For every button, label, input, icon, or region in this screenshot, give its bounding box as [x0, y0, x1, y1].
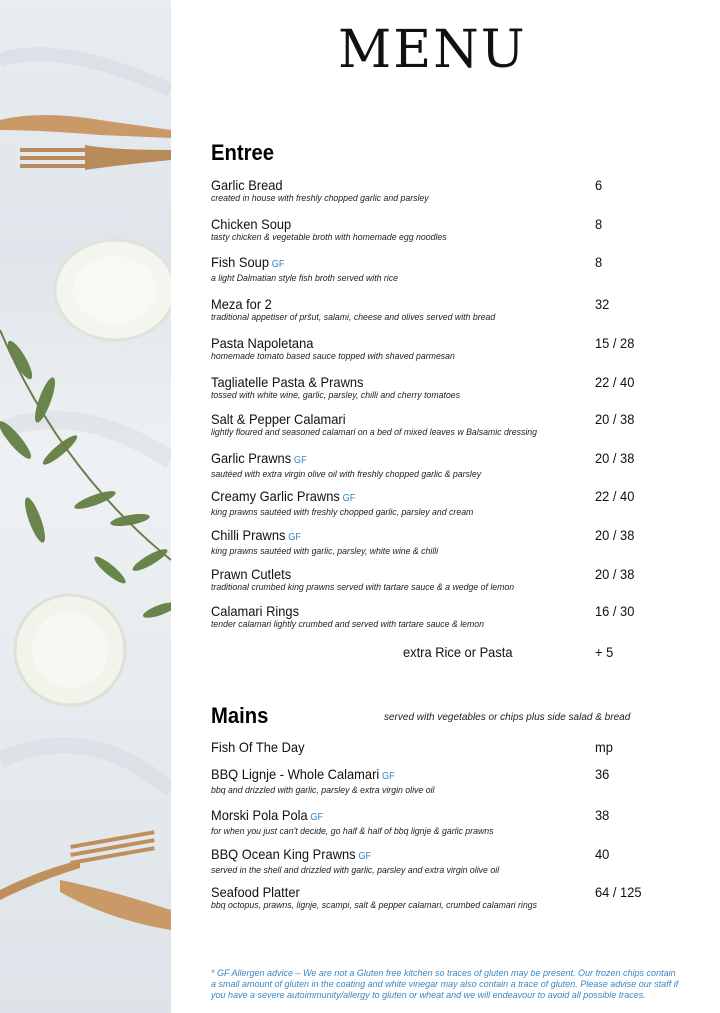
menu-item: [211, 488, 661, 519]
menu-item-name: [211, 374, 625, 390]
menu-item-title: Creamy Garlic Prawns: [211, 488, 340, 504]
gluten-free-badge: GF: [342, 493, 356, 504]
gluten-free-badge: GF: [293, 455, 307, 466]
menu-item: [211, 846, 661, 877]
menu-item-name: [211, 846, 625, 865]
menu-item: [211, 884, 661, 912]
menu-item-title: BBQ Ocean King Prawns: [211, 846, 356, 862]
menu-item-description: lightly floured and seasoned calamari on a bed of mixed leaves w Balsamic dressing: [211, 427, 537, 438]
gluten-free-badge: GF: [288, 532, 301, 543]
menu-item-title: Seafood Platter: [211, 884, 300, 900]
menu-item: [211, 411, 661, 439]
menu-item-description: tender calamari lightly crumbed and served with tartare sauce & lemon: [211, 619, 485, 630]
menu-item-name: [211, 488, 625, 507]
menu-item-price: 8: [595, 254, 603, 270]
menu-item-title: Salt & Pepper Calamari: [211, 411, 346, 427]
entree-heading: Entree: [211, 140, 275, 165]
menu-item-name: [211, 527, 625, 546]
menu-item-title: Calamari Rings: [211, 603, 300, 619]
menu-item-price: 38: [595, 807, 610, 823]
menu-item-price: 20 / 38: [595, 450, 635, 466]
menu-item-description: served in the shell and drizzled with garlic, parsley and extra virgin olive oil: [211, 865, 500, 876]
menu-item-title: Garlic Bread: [211, 177, 283, 193]
menu-item-title: Prawn Cutlets: [211, 566, 292, 582]
menu-item-description: bbq octopus, prawns, lignje, scampi, salt & pepper calamari, crumbed calamari rings: [211, 900, 537, 911]
menu-item-price: 22 / 40: [595, 488, 635, 504]
menu-item-price: 36: [595, 766, 610, 782]
menu-item-title: Tagliatelle Pasta & Prawns: [211, 374, 364, 390]
menu-item-price: 20 / 38: [595, 527, 635, 543]
extra-price: + 5: [595, 644, 614, 660]
menu-item-price: 15 / 28: [595, 335, 635, 351]
menu-item-price: 16 / 30: [595, 603, 635, 619]
menu-item-description: traditional crumbed king prawns served with tartare sauce & a wedge of lemon: [211, 582, 515, 593]
menu-item-description: sautéed with extra virgin olive oil with freshly chopped garlic & parsley: [211, 469, 482, 480]
gold-fork-top: [20, 145, 171, 170]
gluten-free-badge: GF: [271, 259, 285, 270]
menu-item-name: [211, 450, 625, 469]
menu-item-title: Morski Pola Pola: [211, 807, 308, 823]
menu-item: [211, 296, 661, 324]
menu-item-description: bbq and drizzled with garlic, parsley & extra virgin olive oil: [211, 785, 435, 796]
menu-item: [211, 807, 661, 838]
menu-item-name: [211, 766, 625, 785]
allergen-footnote: * GF Allergen advice – We are not a Gluten free kitchen so traces of gluten may be present. Our frozen chips contain a small amount of gluten in the coating and white vinegar may also contain a trace of gluten. Please advise our staff if you have a severe autoimmunity/allergy to gluten or wheat and we will endeavour to avoid all possible traces.: [211, 968, 679, 1000]
menu-item-title: Fish Of The Day: [211, 739, 305, 755]
menu-item-price: 6: [595, 177, 603, 193]
menu-item: [211, 766, 661, 797]
menu-item: [211, 527, 661, 558]
menu-item-description: homemade tomato based sauce topped with shaved parmesan: [211, 351, 455, 362]
menu-item: [211, 177, 661, 205]
menu-item-name: [211, 884, 625, 900]
menu-item-price: 22 / 40: [595, 374, 635, 390]
menu-item-price: 40: [595, 846, 610, 862]
menu-item-name: [211, 566, 625, 582]
menu-item-price: 32: [595, 296, 610, 312]
menu-item-title: Chilli Prawns: [211, 527, 286, 543]
menu-item-description: created in house with freshly chopped garlic and parsley: [211, 193, 429, 204]
menu-item-name: [211, 739, 625, 755]
menu-item-description: king prawns sautéed with garlic, parsley, white wine & chilli: [211, 546, 439, 557]
menu-item-title: Meza for 2: [211, 296, 272, 312]
menu-item: [211, 603, 661, 631]
menu-item: [211, 739, 661, 755]
menu-item-description: king prawns sautéed with freshly chopped garlic, parsley and cream: [211, 507, 474, 518]
table-setting-photo: [0, 0, 171, 1013]
gluten-free-badge: GF: [358, 851, 372, 862]
mains-note: served with vegetables or chips plus side salad & bread: [384, 712, 631, 723]
menu-item-price: 8: [595, 216, 603, 232]
menu-item: [211, 450, 661, 481]
menu-item-price: 20 / 38: [595, 566, 635, 582]
menu-item-price: 64 / 125: [595, 884, 642, 900]
menu-item-name: [211, 603, 625, 619]
menu-item-name: [211, 807, 625, 826]
menu-item: [211, 374, 661, 402]
menu-item: [211, 566, 661, 594]
menu-title: MENU: [338, 20, 527, 80]
menu-item-description: a light Dalmatian style fish broth served with rice: [211, 273, 399, 284]
menu-item-name: [211, 216, 625, 232]
menu-item-price: 20 / 38: [595, 411, 635, 427]
menu-item-name: [211, 411, 625, 427]
gluten-free-badge: GF: [310, 812, 324, 823]
menu-item-title: BBQ Lignje - Whole Calamari: [211, 766, 380, 782]
menu-item-name: [211, 296, 625, 312]
extra-label: extra Rice or Pasta: [403, 644, 513, 660]
menu-item-description: for when you just can't decide, go half & half of bbq lignje & garlic prawns: [211, 826, 494, 837]
menu-item-price: mp: [595, 739, 613, 755]
menu-item: [211, 254, 661, 285]
menu-item: [211, 335, 661, 363]
menu-item-title: Fish Soup: [211, 254, 270, 270]
menu-item-name: [211, 177, 625, 193]
menu-item-title: Pasta Napoletana: [211, 335, 314, 351]
menu-item-title: Chicken Soup: [211, 216, 292, 232]
menu-item-name: [211, 335, 625, 351]
gluten-free-badge: GF: [381, 771, 395, 782]
menu-item: [211, 216, 661, 244]
menu-item-description: tossed with white wine, garlic, parsley, chilli and cherry tomatoes: [211, 390, 461, 401]
menu-item-description: traditional appetiser of pršut, salami, cheese and olives served with bread: [211, 312, 496, 323]
menu-item-description: tasty chicken & vegetable broth with homemade egg noodles: [211, 232, 447, 243]
mains-heading: Mains: [211, 703, 269, 728]
menu-item-name: [211, 254, 625, 273]
menu-item-title: Garlic Prawns: [211, 450, 292, 466]
